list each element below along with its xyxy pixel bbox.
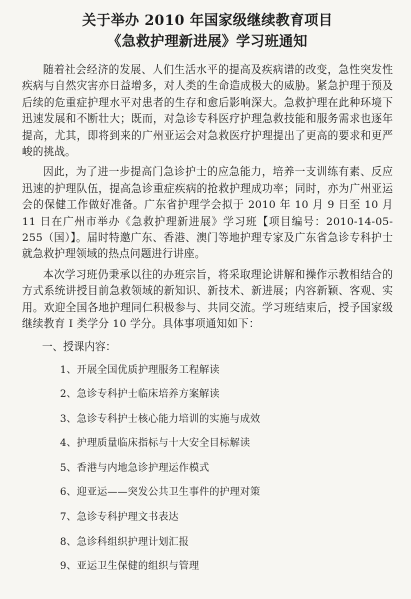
document-subtitle: 《急救护理新进展》学习班通知	[107, 34, 308, 50]
list-item: 7、急诊专科护理文书表达	[60, 512, 179, 524]
course-topic-list	[22, 359, 393, 580]
document-title: 关于举办 2010 年国家级继续教育项目	[82, 13, 333, 29]
list-item: 5、香港与内地急诊护理运作模式	[60, 462, 210, 474]
paragraph-purpose: 因此，为了进一步提高门急诊护士的应急能力，培养一支训练有素、反应迅速的护理队伍，提高急诊重症疾病的抢救护理成功率；同时，亦为广州亚运会的保健工作做好准备。广东省护理学会拟于 2010 年 10 月 9 日至 10 月 11 日在广州市举办《急救护理新进展》学习班【项目编号：2010-14-05-255（国）】。届时特邀广东、香港、澳门等地护理专家及广东省急诊专科护士就急救护理领域的热点问题进行讲座。	[22, 166, 393, 261]
list-item: 4、护理质量临床指标与十大安全目标解读	[60, 438, 251, 450]
paragraph-format: 本次学习班仍秉承以往的办班宗旨，将采取理论讲解和操作示教相结合的方式系统讲授目前急救领域的新知识、新技术、新进展；内容新颖、客观、实用。欢迎全国各地护理同仁积极参与、共同交流。学习班结束后，授予国家级继续教育 I 类学分 10 学分。具体事项通知如下：	[22, 268, 393, 331]
list-item: 6、迎亚运——突发公共卫生事件的护理对策	[60, 487, 261, 499]
list-item: 8、急诊科组织护理计划汇报	[60, 536, 189, 548]
list-item: 2、急诊专科护士临床培养方案解读	[60, 389, 220, 401]
list-item: 1、开展全国优质护理服务工程解读	[60, 364, 220, 376]
list-item: 3、急诊专科护士核心能力培训的实施与成效	[60, 413, 261, 425]
paragraph-background: 随着社会经济的发展、人们生活水平的提高及疾病谱的改变，急性突发性疾病与自然灾害亦日益增多，对人类的生命造成极大的威胁。紧急护理于预及后续的危重症护理水平对患者的生存和愈后影响深大。急救护理在此种环境下迅速发展和不断壮大；既而，对急诊专科医疗护理急救技能和服务需求也逐年提高，尤其，即将到来的广州亚运会对急救医疗护理提出了更高的要求和更严峻的挑战。	[22, 64, 393, 159]
list-item: 9、亚运卫生保健的组织与管理	[60, 561, 200, 573]
section-heading-course-content: 一、授课内容：	[42, 340, 117, 353]
